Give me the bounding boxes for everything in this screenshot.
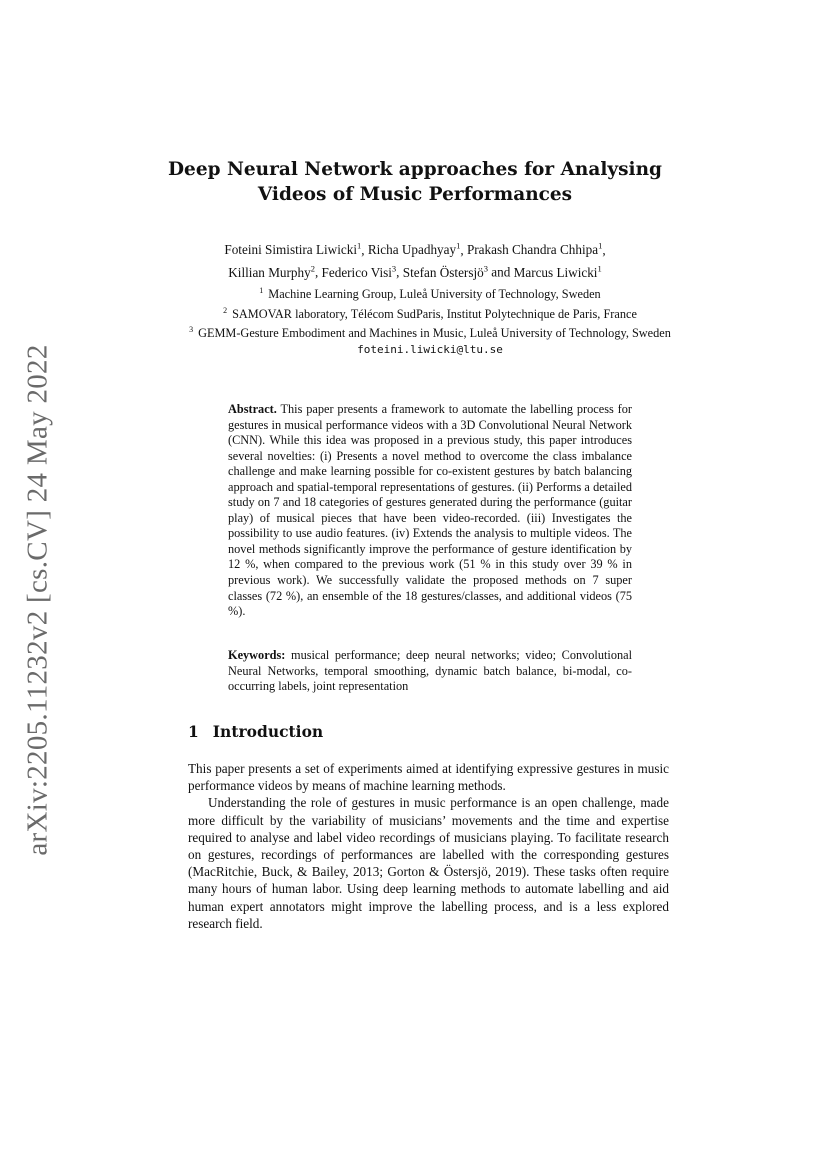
author: Killian Murphy$^2$: [228, 263, 315, 280]
paragraph: Understanding the role of gestures in music performance is an open challenge, made more difficult by the variability of musicians’ movements and the time and expertise required to analyse and label video recordings of musicians playing. To facilitate research on gestures, recordings of performances are labelled with the corresponding gestures (MacRitchie, Buck, & Bailey, 2013; Gorton & Östersjö, 2019). These tasks often require many hours of human labor. Using deep learning methods to automate labelling and aid human expert annotators might improve the labelling process, and is a less explored research field.: [188, 795, 669, 931]
paragraph: This paper presents a set of experiments aimed at identifying expressive gestures in music performance videos by means of machine learning methods.: [188, 761, 669, 794]
author: Marcus Liwicki$^1$: [513, 263, 602, 280]
keywords-text: musical performance; deep neural networks; video; Convolutional Neural Networks, temporal smoothing, dynamic batch balance, bi-modal, co-occurring labels, joint representation: [228, 648, 633, 694]
introduction-body: [188, 760, 669, 932]
abstract: [228, 402, 632, 620]
author: Federico Visi$^3$: [321, 263, 397, 280]
paper-title: Deep Neural Network approaches for Analysing Videos of Music Performances: [168, 159, 662, 205]
affiliation: $^2$ SAMOVAR laboratory, Télécom SudParis, Institut Polytechnique de Paris, France: [223, 305, 637, 321]
author: Foteini Simistira Liwicki$^1$: [224, 241, 362, 258]
affiliation: $^3$ GEMM-Gesture Embodiment and Machines in Music, Luleå University of Technology, Sweden: [189, 325, 671, 341]
section-number: 1: [188, 722, 199, 741]
keywords: [228, 648, 632, 695]
keywords-label: Keywords:: [228, 648, 286, 662]
affiliation-list: [180, 283, 680, 358]
author: Richa Upadhyay$^1$: [367, 241, 461, 258]
arxiv-identifier-stamp: arXiv:2205.11232v2 [cs.CV] 24 May 2022: [21, 344, 54, 856]
abstract-text: This paper presents a framework to automate the labelling process for gestures in musical performance videos with a 3D Convolutional Neural Network (CNN). While this idea was proposed in a previous study, this paper introduces several novelties: (i) Presents a novel method to overcome the class imbalance challenge and make learning possible for co-existent gestures by batch balancing approach and spatial-temporal representations of gestures. (ii) Performs a detailed study on 7 and 18 categories of gestures generated during the performance (guitar play) of musical pieces that have been video-recorded. (iii) Investigates the possibility to use audio features. (iv) Extends the analysis to multiple videos. The novel methods significantly improve the performance of gesture identification by 12 %, when compared to the previous work (51 % in this study over 39 % in previous work). We successfully validate the proposed methods on 7 super classes (72 %), an ensemble of the 18 gestures/classes, and additional videos (75 %).: [228, 402, 632, 619]
author: Stefan Östersjö$^3$: [402, 263, 488, 280]
section-title: Introduction: [212, 722, 324, 741]
contact-email[interactable]: foteini.liwicki@ltu.se: [357, 342, 503, 356]
author: Prakash Chandra Chhipa$^1$: [466, 241, 603, 258]
abstract-label: Abstract.: [228, 402, 277, 416]
section-heading: [188, 722, 668, 741]
author-list: Foteini Simistira Liwicki$^1$, Richa Upadhyay$^1$, Prakash Chandra Chhipa$^1$, Killian Murphy$^2$, Federico Visi$^3$, Stefan Östersjö$^3$ and Marcus Liwicki$^1$: [224, 241, 606, 280]
affiliation: $^1$ Machine Learning Group, Luleå University of Technology, Sweden: [259, 286, 601, 302]
